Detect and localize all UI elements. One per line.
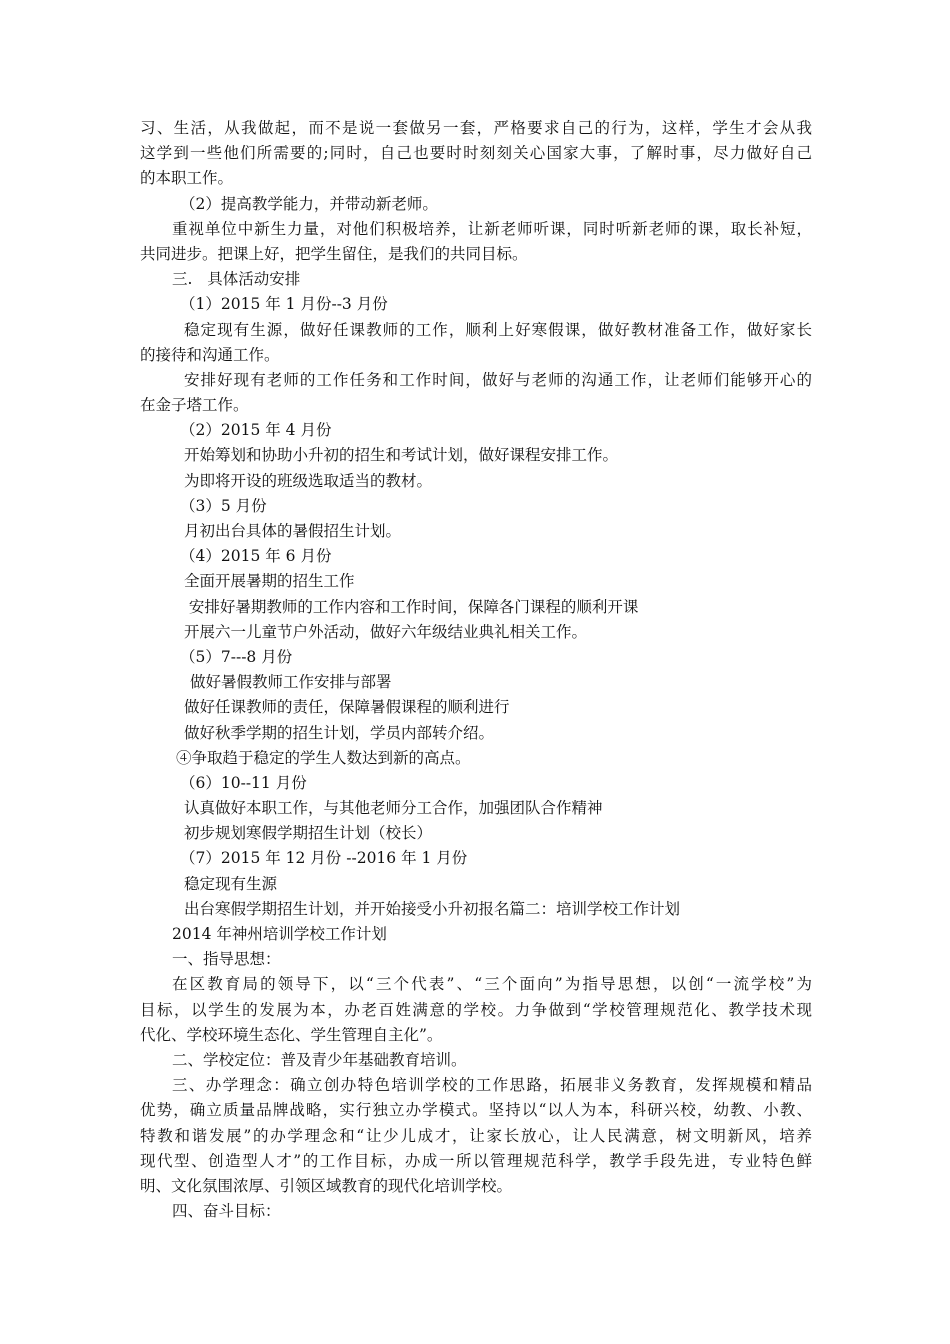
text-line: （2）提高教学能力，并带动新老师。 xyxy=(180,194,438,213)
text-line: 三、办学理念：确立创办特色培训学校的工作思路，拓展非义务教育，发挥规模和精品 xyxy=(172,1076,812,1095)
text-line: 初步规划寒假学期招生计划（校长） xyxy=(184,824,433,843)
text-line: 现代型、创造型人才”的工作目标，办成一所以管理规范科学，教学手段先进，专业特色鲜 xyxy=(140,1151,812,1170)
text-line: 在区教育局的领导下，以“三个代表”、“三个面向”为指导思想，以创“一流学校”为 xyxy=(172,975,812,994)
text-line: 稳定现有生源 xyxy=(184,874,278,893)
text-line: 这学到一些他们所需要的;同时，自己也要时时刻刻关心国家大事，了解时事，尽力做好自己 xyxy=(140,144,812,163)
text-line: 全面开展暑期的招生工作 xyxy=(184,572,355,591)
text-line: 为即将开设的班级选取适当的教材。 xyxy=(184,471,433,490)
text-line: 月初出台具体的暑假招生计划。 xyxy=(184,522,402,540)
text-line: 认真做好本职工作，与其他老师分工合作，加强团队合作精神 xyxy=(184,799,603,818)
text-line: 习、生活，从我做起，而不是说一套做另一套，严格要求自己的行为，这样，学生才会从我 xyxy=(140,119,812,137)
text-line: 四、奋斗目标： xyxy=(172,1202,281,1221)
text-line: 代化、学校环境生态化、学生管理自主化”。 xyxy=(140,1025,443,1044)
text-line: 做好任课教师的责任，保障暑假课程的顺利进行 xyxy=(184,698,510,717)
text-line: （3）5 月份 xyxy=(180,496,267,515)
text-line: 的接待和沟通工作。 xyxy=(140,345,280,364)
text-line: 二、学校定位：普及青少年基础教育培训。 xyxy=(172,1050,467,1069)
document-body xyxy=(140,116,812,1224)
text-line: （4）2015 年 6 月份 xyxy=(180,547,332,566)
text-line: 开展六一儿童节户外活动，做好六年级结业典礼相关工作。 xyxy=(184,622,588,641)
text-line: 的本职工作。 xyxy=(140,169,234,188)
text-line: 在金子塔工作。 xyxy=(140,396,249,415)
text-line: （7）2015 年 12 月份 --2016 年 1 月份 xyxy=(180,849,468,868)
text-line: 出台寒假学期招生计划，并开始接受小升初报名篇二：培训学校工作计划 xyxy=(184,899,681,918)
text-line: 做好暑假教师工作安排与部署 xyxy=(190,673,392,692)
text-line: 稳定现有生源，做好任课教师的工作，顺利上好寒假课，做好教材准备工作，做好家长 xyxy=(184,320,812,339)
text-line: 重视单位中新生力量，对他们积极培养，让新老师听课，同时听新老师的课，取长补短， xyxy=(172,219,812,238)
text-line: 共同进步。把课上好，把学生留住，是我们的共同目标。 xyxy=(140,244,528,263)
text-line: 一、指导思想： xyxy=(172,950,281,969)
text-line: 三. 具体活动安排 xyxy=(172,270,301,289)
text-line: 开始筹划和协助小升初的招生和考试计划，做好课程安排工作。 xyxy=(184,446,619,465)
text-line: 安排好现有老师的工作任务和工作时间，做好与老师的沟通工作，让老师们能够开心的 xyxy=(184,370,812,389)
text-line: 做好秋季学期的招生计划，学员内部转介绍。 xyxy=(184,723,495,742)
text-line: 2014 年神州培训学校工作计划 xyxy=(172,925,387,943)
text-line: （2）2015 年 4 月份 xyxy=(180,421,332,440)
text-line: 目标，以学生的发展为本，办老百姓满意的学校。力争做到“学校管理规范化、教学技术现 xyxy=(140,1000,812,1019)
text-line: 优势，确立质量品牌战略，实行独立办学模式。坚持以“以人为本，科研兴校，幼教、小教、 xyxy=(140,1101,812,1120)
text-line: （1）2015 年 1 月份--3 月份 xyxy=(180,295,388,314)
text-line: （6）10--11 月份 xyxy=(180,773,307,792)
text-line: 安排好暑期教师的工作内容和工作时间，保障各门课程的顺利开课 xyxy=(184,597,639,616)
text-line: 明、文化氛围浓厚、引领区域教育的现代化培训学校。 xyxy=(140,1176,513,1195)
text-line: ④争取趋于稳定的学生人数达到新的高点。 xyxy=(176,748,471,767)
text-line: （5）7---8 月份 xyxy=(180,647,293,666)
text-line: 特教和谐发展”的办学理念和“让少儿成才，让家长放心，让人民满意，树文明新风，培养 xyxy=(140,1126,812,1145)
